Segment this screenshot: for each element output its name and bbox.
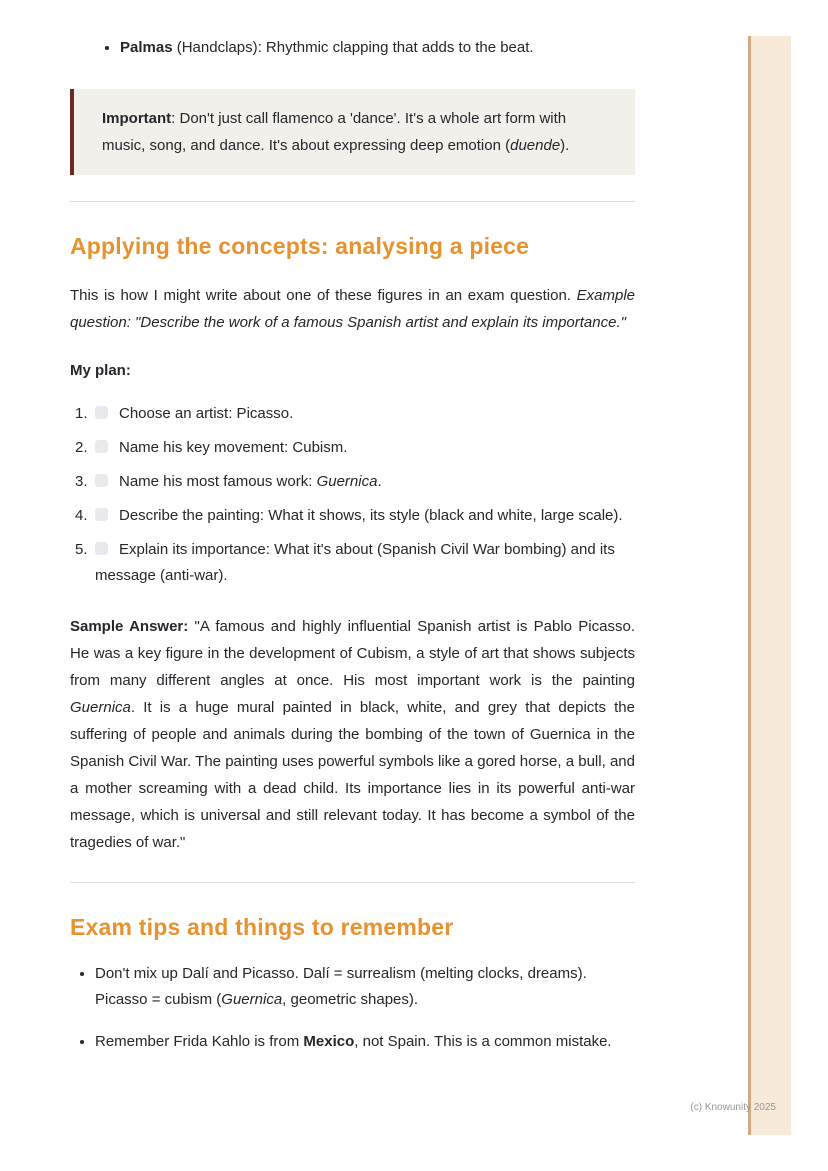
tip-item-1 [95, 961, 635, 1013]
task-checkbox[interactable] [95, 406, 108, 419]
plan-item-4 [75, 503, 635, 529]
sample-answer-paragraph [70, 613, 635, 856]
list-number: 5. [75, 541, 88, 558]
tip-text-post: , not Spain. This is a common mistake. [354, 1033, 612, 1050]
plan-item-italic: Guernica [316, 473, 378, 490]
copyright-footer: (c) Knowunity 2025 [690, 1102, 776, 1113]
callout-italic-term: duende [510, 137, 561, 154]
tip-text: Don't mix up Dalí and Picasso. Dalí = surrealism (melting clocks, dreams). Picasso = cubism ( [95, 965, 587, 1008]
tip-italic-term: Guernica [221, 991, 283, 1008]
sample-answer-italic: Guernica [70, 699, 131, 716]
plan-item-3 [75, 469, 635, 495]
list-number: 4. [75, 507, 88, 524]
tip-text-post: , geometric shapes). [282, 991, 419, 1008]
list-item-palmas [120, 36, 635, 60]
flamenco-elements-list [70, 36, 635, 60]
plan-list [70, 401, 635, 589]
document-content [70, 0, 635, 1071]
section-divider [70, 201, 635, 202]
sample-answer-label: Sample Answer: [70, 618, 189, 635]
tip-text: Remember Frida Kahlo is from [95, 1033, 304, 1050]
sample-answer-text-2: . It is a huge mural painted in black, white, and grey that depicts the suffering of people and animals during the bombing of the town of Guernica in the Spanish Civil War. The painting uses powerful symbols like a gored horse, a bull, and a mother screaming with a dead child. Its importance lies in its powerful anti-war message, which is universal and still relevant today. It has become a symbol of the tragedies of war." [70, 699, 635, 851]
section-divider [70, 882, 635, 883]
sample-answer-text-1: "A famous and highly influential Spanish artist is Pablo Picasso. He was a key figure in the development of Cubism, a style of art that shows subjects from many different angles at once. His most important work is the painting [70, 618, 635, 689]
plan-item-1 [75, 401, 635, 427]
task-checkbox[interactable] [95, 508, 108, 521]
page-edge-strip [748, 36, 791, 1135]
plan-item-text: Choose an artist: Picasso. [119, 405, 294, 422]
plan-item-text: Name his key movement: Cubism. [119, 439, 348, 456]
tip-bold-term: Mexico [303, 1033, 355, 1050]
my-plan-label: My plan: [70, 362, 131, 379]
important-callout [70, 89, 635, 175]
list-number: 2. [75, 439, 88, 456]
intro-example-question: Example question: "Describe the work of a famous Spanish artist and explain its importance." [70, 287, 635, 331]
list-number: 3. [75, 473, 88, 490]
plan-item-text: Name his most famous work: [119, 473, 317, 490]
intro-paragraph [70, 282, 635, 336]
section-title-exam-tips: Exam tips and things to remember [70, 914, 454, 940]
plan-item-2 [75, 435, 635, 461]
term-palmas: Palmas [120, 39, 173, 56]
task-checkbox[interactable] [95, 440, 108, 453]
plan-item-text: Explain its importance: What it's about (Spanish Civil War bombing) and its message (anti-war). [95, 541, 615, 584]
callout-text [102, 105, 607, 159]
intro-normal-text: This is how I might write about one of these figures in an exam question. [70, 287, 577, 304]
list-number: 1. [75, 405, 88, 422]
callout-body-text: : Don't just call flamenco a 'dance'. It's a whole art form with music, song, and dance. It's about expressing deep emotion ( [102, 110, 567, 154]
callout-bold-label: Important [102, 110, 172, 127]
task-checkbox[interactable] [95, 474, 108, 487]
task-checkbox[interactable] [95, 542, 108, 555]
plan-item-post: . [377, 473, 382, 490]
plan-item-5 [75, 537, 635, 589]
list-item-text: (Handclaps): Rhythmic clapping that adds to the beat. [172, 39, 534, 56]
exam-tips-list [70, 961, 635, 1055]
callout-end-text: ). [560, 137, 570, 154]
plan-item-text: Describe the painting: What it shows, its style (black and white, large scale). [119, 507, 623, 524]
tip-item-2 [95, 1029, 635, 1055]
section-title-applying: Applying the concepts: analysing a piece [70, 233, 530, 259]
